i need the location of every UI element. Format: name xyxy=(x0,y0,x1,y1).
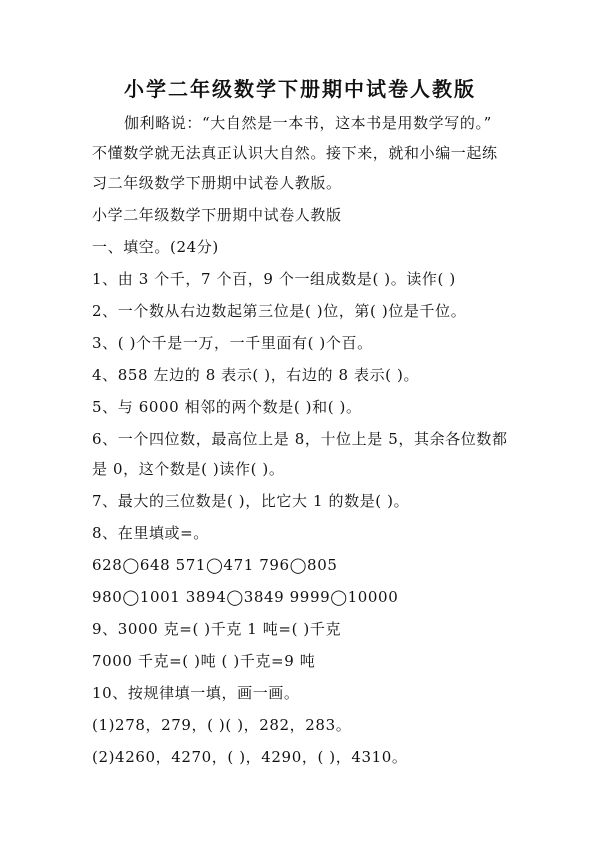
question-1: 1、由 3 个千，7 个百，9 个一组成数是( )。读作( ) xyxy=(92,270,456,288)
question-10: 10、按规律填一填，画一画。 xyxy=(92,684,300,702)
question-7: 7、最大的三位数是( )，比它大 1 的数是( )。 xyxy=(92,492,410,510)
section-heading-fill-blank: 一、填空。(24分) xyxy=(92,238,219,256)
question-6-line-1: 6、一个四位数，最高位上是 8，十位上是 5，其余各位数都 xyxy=(92,430,508,448)
question-6-line-2: 是 0，这个数是( )读作( )。 xyxy=(92,460,285,478)
document-title: 小学二年级数学下册期中试卷人教版 xyxy=(124,77,476,101)
question-5: 5、与 6000 相邻的两个数是( )和( )。 xyxy=(92,398,362,416)
question-10-part-1: (1)278，279，( )( )，282，283。 xyxy=(92,716,352,734)
question-3: 3、( )个千是一万，一千里面有( )个百。 xyxy=(92,334,373,352)
intro-line-3: 习二年级数学下册期中试卷人教版。 xyxy=(92,174,342,192)
question-2: 2、一个数从右边数起第三位是( )位，第( )位是千位。 xyxy=(92,302,467,320)
intro-line-1: 伽利略说：“大自然是一本书，这本书是用数学写的。” xyxy=(124,114,492,132)
question-4: 4、858 左边的 8 表示( )，右边的 8 表示( )。 xyxy=(92,366,420,384)
intro-line-2: 不懂数学就无法真正认识大自然。接下来，就和小编一起练 xyxy=(92,144,498,162)
question-9-line-2: 7000 千克=( )吨 ( )千克=9 吨 xyxy=(92,652,316,670)
question-8-row-2: 980◯1001 3894◯3849 9999◯10000 xyxy=(92,588,399,606)
question-10-part-2: (2)4260，4270，( )，4290，( )，4310。 xyxy=(92,748,408,766)
question-8: 8、在里填或=。 xyxy=(92,524,209,542)
subtitle: 小学二年级数学下册期中试卷人教版 xyxy=(92,206,342,224)
question-8-row-1: 628◯648 571◯471 796◯805 xyxy=(92,556,338,574)
question-9-line-1: 9、3000 克=( )千克 1 吨=( )千克 xyxy=(92,620,342,638)
